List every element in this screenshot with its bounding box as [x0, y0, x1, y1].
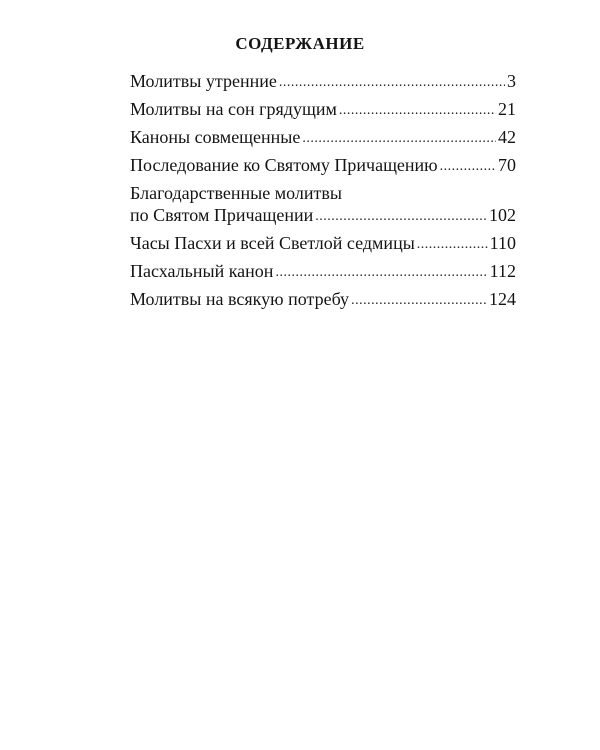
toc-entry-label: Часы Пасхи и всей Светлой седмицы — [130, 233, 415, 253]
dot-leader — [440, 158, 496, 176]
toc-entry — [130, 154, 516, 176]
table-of-contents — [130, 70, 516, 316]
toc-entry — [130, 126, 516, 148]
toc-entry-label: Молитвы утренние — [130, 71, 277, 91]
toc-entry-page: 21 — [498, 99, 516, 119]
toc-entry-label: Молитвы на всякую потребу — [130, 289, 350, 309]
toc-entry-page: 42 — [498, 127, 516, 147]
toc-entry-label-line2: по Святом Причащении — [130, 205, 314, 225]
toc-entry-page: 70 — [498, 155, 516, 175]
toc-entry-page: 110 — [489, 233, 516, 253]
toc-entry — [130, 288, 516, 310]
toc-entry-label: Каноны совмещенные — [130, 127, 301, 147]
dot-leader — [275, 264, 487, 282]
toc-entry — [130, 182, 516, 226]
toc-entry — [130, 260, 516, 282]
toc-entry-page: 124 — [489, 289, 516, 309]
toc-entry — [130, 232, 516, 254]
dot-leader — [339, 102, 496, 120]
dot-leader — [417, 236, 488, 254]
toc-entry-label-line1: Благодарственные молитвы — [130, 183, 342, 203]
dot-leader — [315, 208, 487, 226]
toc-entry-label: Последование ко Святому Причащению — [130, 155, 438, 175]
toc-entry-page: 112 — [489, 261, 516, 281]
dot-leader — [302, 130, 496, 148]
toc-entry — [130, 98, 516, 120]
dot-leader — [351, 292, 487, 310]
page-title: СОДЕРЖАНИЕ — [235, 34, 365, 53]
toc-entry-label: Пасхальный канон — [130, 261, 274, 281]
dot-leader — [279, 74, 505, 92]
toc-entry — [130, 70, 516, 92]
toc-entry-page: 3 — [507, 71, 516, 91]
toc-entry-page: 102 — [489, 205, 516, 225]
toc-entry-label: Молитвы на сон грядущим — [130, 99, 337, 119]
